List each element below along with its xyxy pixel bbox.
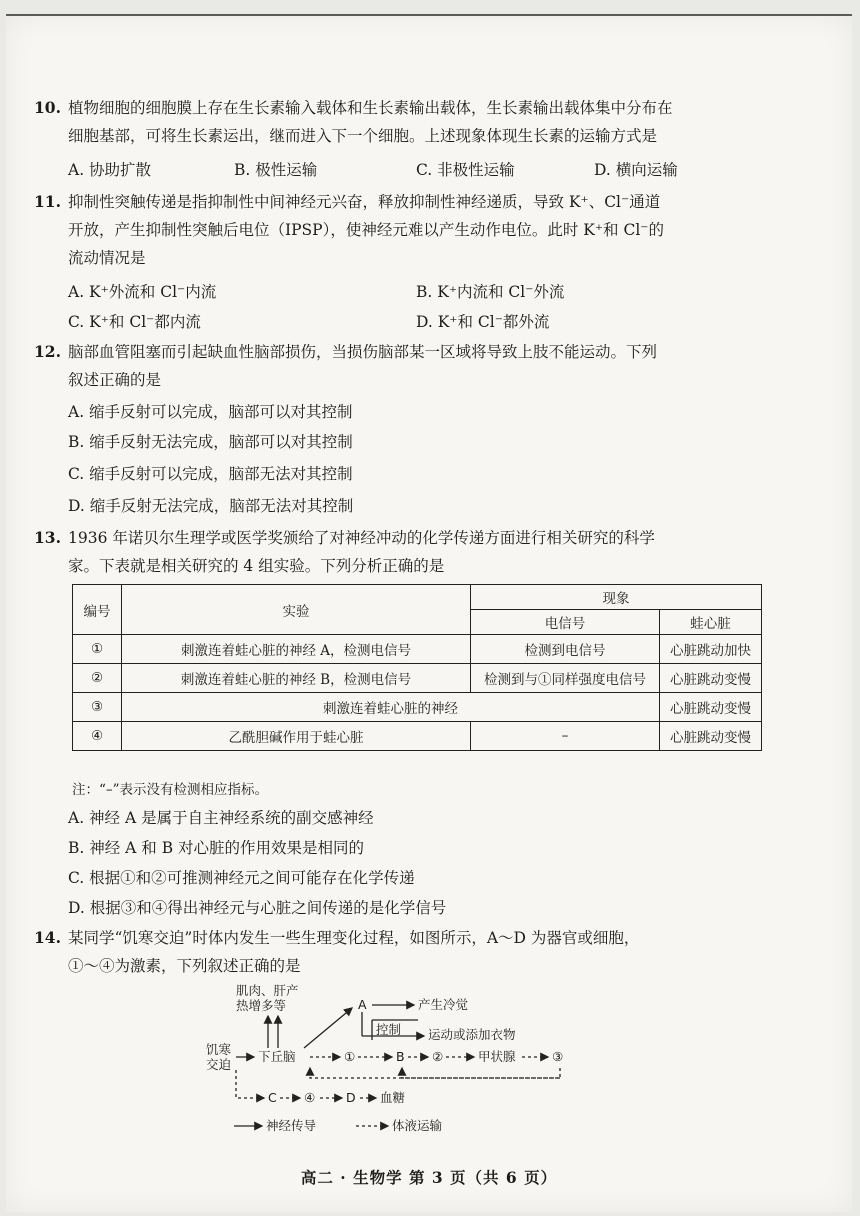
option-c: C. 根据①和②可推测神经元之间可能存在化学传递	[68, 869, 415, 887]
table-header-experiment: 实验	[122, 585, 471, 635]
question-text-line: 细胞基部，可将生长素运出，继而进入下一个细胞。上述现象体现生长素的运输方式是	[68, 127, 658, 145]
question-text-line: 某同学“饥寒交迫”时体内发生一些生理变化过程，如图所示，A～D 为器官或细胞，	[68, 929, 640, 947]
table-row	[73, 722, 762, 751]
table-cell: 检测到电信号	[471, 635, 660, 664]
exercise-clothes-label: 运动或添加衣物	[428, 1027, 516, 1042]
question-number: 14.	[34, 928, 61, 947]
question-text-line: 流动情况是	[68, 249, 146, 267]
node-d: D	[346, 1090, 356, 1105]
option-d: D. 横向运输	[594, 161, 678, 179]
question-11	[34, 188, 774, 272]
node-b: B	[396, 1049, 405, 1064]
option-c: C. 非极性运输	[416, 161, 515, 179]
hypothalamus-label: 下丘脑	[258, 1049, 296, 1064]
cold-label: 交迫	[206, 1057, 232, 1072]
option-a: A. 神经 A 是属于自主神经系统的副交感神经	[68, 809, 374, 827]
muscle-liver-label: 肌肉、肝产	[236, 983, 299, 998]
option-a: A. K⁺外流和 Cl⁻内流	[68, 283, 217, 301]
question-10	[34, 94, 774, 150]
question-text-line: 植物细胞的细胞膜上存在生长素输入载体和生长素输出载体，生长素输出载体集中分布在	[68, 99, 673, 117]
table-cell: 心脏跳动加快	[660, 635, 762, 664]
table-row	[73, 664, 762, 693]
hormone-3: ③	[552, 1049, 564, 1064]
question-text-line: 叙述正确的是	[68, 371, 162, 389]
cold-feeling-label: 产生冷觉	[418, 997, 469, 1012]
question-number: 11.	[34, 192, 61, 211]
page-footer: 高二 · 生物学 第 3 页（共 6 页）	[300, 1168, 558, 1187]
exam-page	[6, 14, 852, 1212]
table-cell: 乙酰胆碱作用于蛙心脏	[122, 722, 471, 751]
option-c: C. K⁺和 Cl⁻都内流	[68, 313, 201, 331]
table-cell: 心脏跳动变慢	[660, 664, 762, 693]
table-row	[73, 693, 762, 722]
muscle-liver-label: 热增多等	[236, 998, 287, 1013]
node-c: C	[268, 1090, 277, 1105]
question-text-line: 家。下表就是相关研究的 4 组实验。下列分析正确的是	[68, 557, 445, 575]
hormone-1: ①	[344, 1049, 356, 1064]
option-b: B. K⁺内流和 Cl⁻外流	[416, 283, 565, 301]
option-d: D. 根据③和④得出神经元与心脏之间传递的是化学信号	[68, 899, 447, 917]
table-header-no: 编号	[73, 585, 122, 635]
question-14	[34, 924, 774, 980]
thyroid-label: 甲状腺	[478, 1049, 516, 1064]
table-cell: 刺激连着蛙心脏的神经 B，检测电信号	[122, 664, 471, 693]
table-cell: 刺激连着蛙心脏的神经	[122, 693, 660, 722]
legend-fluid-label: 体液运输	[392, 1118, 443, 1133]
table-cell: 心脏跳动变慢	[660, 693, 762, 722]
table-cell: 心脏跳动变慢	[660, 722, 762, 751]
table-cell: –	[471, 722, 660, 751]
table-cell: 刺激连着蛙心脏的神经 A，检测电信号	[122, 635, 471, 664]
option-b: B. 神经 A 和 B 对心脏的作用效果是相同的	[68, 839, 365, 857]
question-text-line: 脑部血管阻塞而引起缺血性脑部损伤，当损伤脑部某一区域将导致上肢不能运动。下列	[68, 343, 658, 361]
table-cell: 检测到与①同样强度电信号	[471, 664, 660, 693]
question-text-line: 抑制性突触传递是指抑制性中间神经元兴奋，释放抑制性神经递质，导致 K⁺、Cl⁻通道	[68, 193, 661, 211]
option-a: A. 缩手反射可以完成，脑部可以对其控制	[68, 403, 353, 421]
option-c: C. 缩手反射可以完成，脑部无法对其控制	[68, 465, 353, 483]
table-cell: ④	[73, 722, 122, 751]
table-header-signal: 电信号	[471, 610, 660, 635]
option-b: B. 缩手反射无法完成，脑部可以对其控制	[68, 433, 353, 451]
table-cell: ②	[73, 664, 122, 693]
blood-sugar-label: 血糖	[380, 1090, 406, 1105]
table-header-heart: 蛙心脏	[660, 610, 762, 635]
hormone-regulation-diagram	[196, 978, 596, 1144]
control-label: 控制	[376, 1022, 402, 1037]
hormone-4: ④	[304, 1090, 316, 1105]
legend-nerve-label: 神经传导	[266, 1118, 317, 1133]
option-a: A. 协助扩散	[68, 161, 152, 179]
table-cell: ③	[73, 693, 122, 722]
table-cell: ①	[73, 635, 122, 664]
question-number: 10.	[34, 98, 61, 117]
option-b: B. 极性运输	[234, 161, 318, 179]
question-text-line: 1936 年诺贝尔生理学或医学奖颁给了对神经冲动的化学传递方面进行相关研究的科学	[68, 529, 655, 547]
option-d: D. 缩手反射无法完成，脑部无法对其控制	[68, 497, 354, 515]
table-note: 注：“–”表示没有检测相应指标。	[72, 782, 269, 798]
question-number: 13.	[34, 528, 61, 547]
hormone-2: ②	[432, 1049, 444, 1064]
question-text-line: ①～④为激素，下列叙述正确的是	[68, 957, 301, 975]
option-d: D. K⁺和 Cl⁻都外流	[416, 313, 550, 331]
question-number: 12.	[34, 342, 61, 361]
question-13	[34, 524, 774, 580]
question-text-line: 开放，产生抑制性突触后电位（IPSP），使神经元难以产生动作电位。此时 K⁺和 Cl⁻的	[68, 221, 664, 239]
node-a: A	[358, 997, 367, 1012]
table-header-phenomenon: 现象	[471, 585, 762, 610]
cold-label: 饥寒	[206, 1042, 232, 1057]
table-row	[73, 635, 762, 664]
experiment-table	[72, 584, 762, 751]
question-12	[34, 338, 774, 394]
